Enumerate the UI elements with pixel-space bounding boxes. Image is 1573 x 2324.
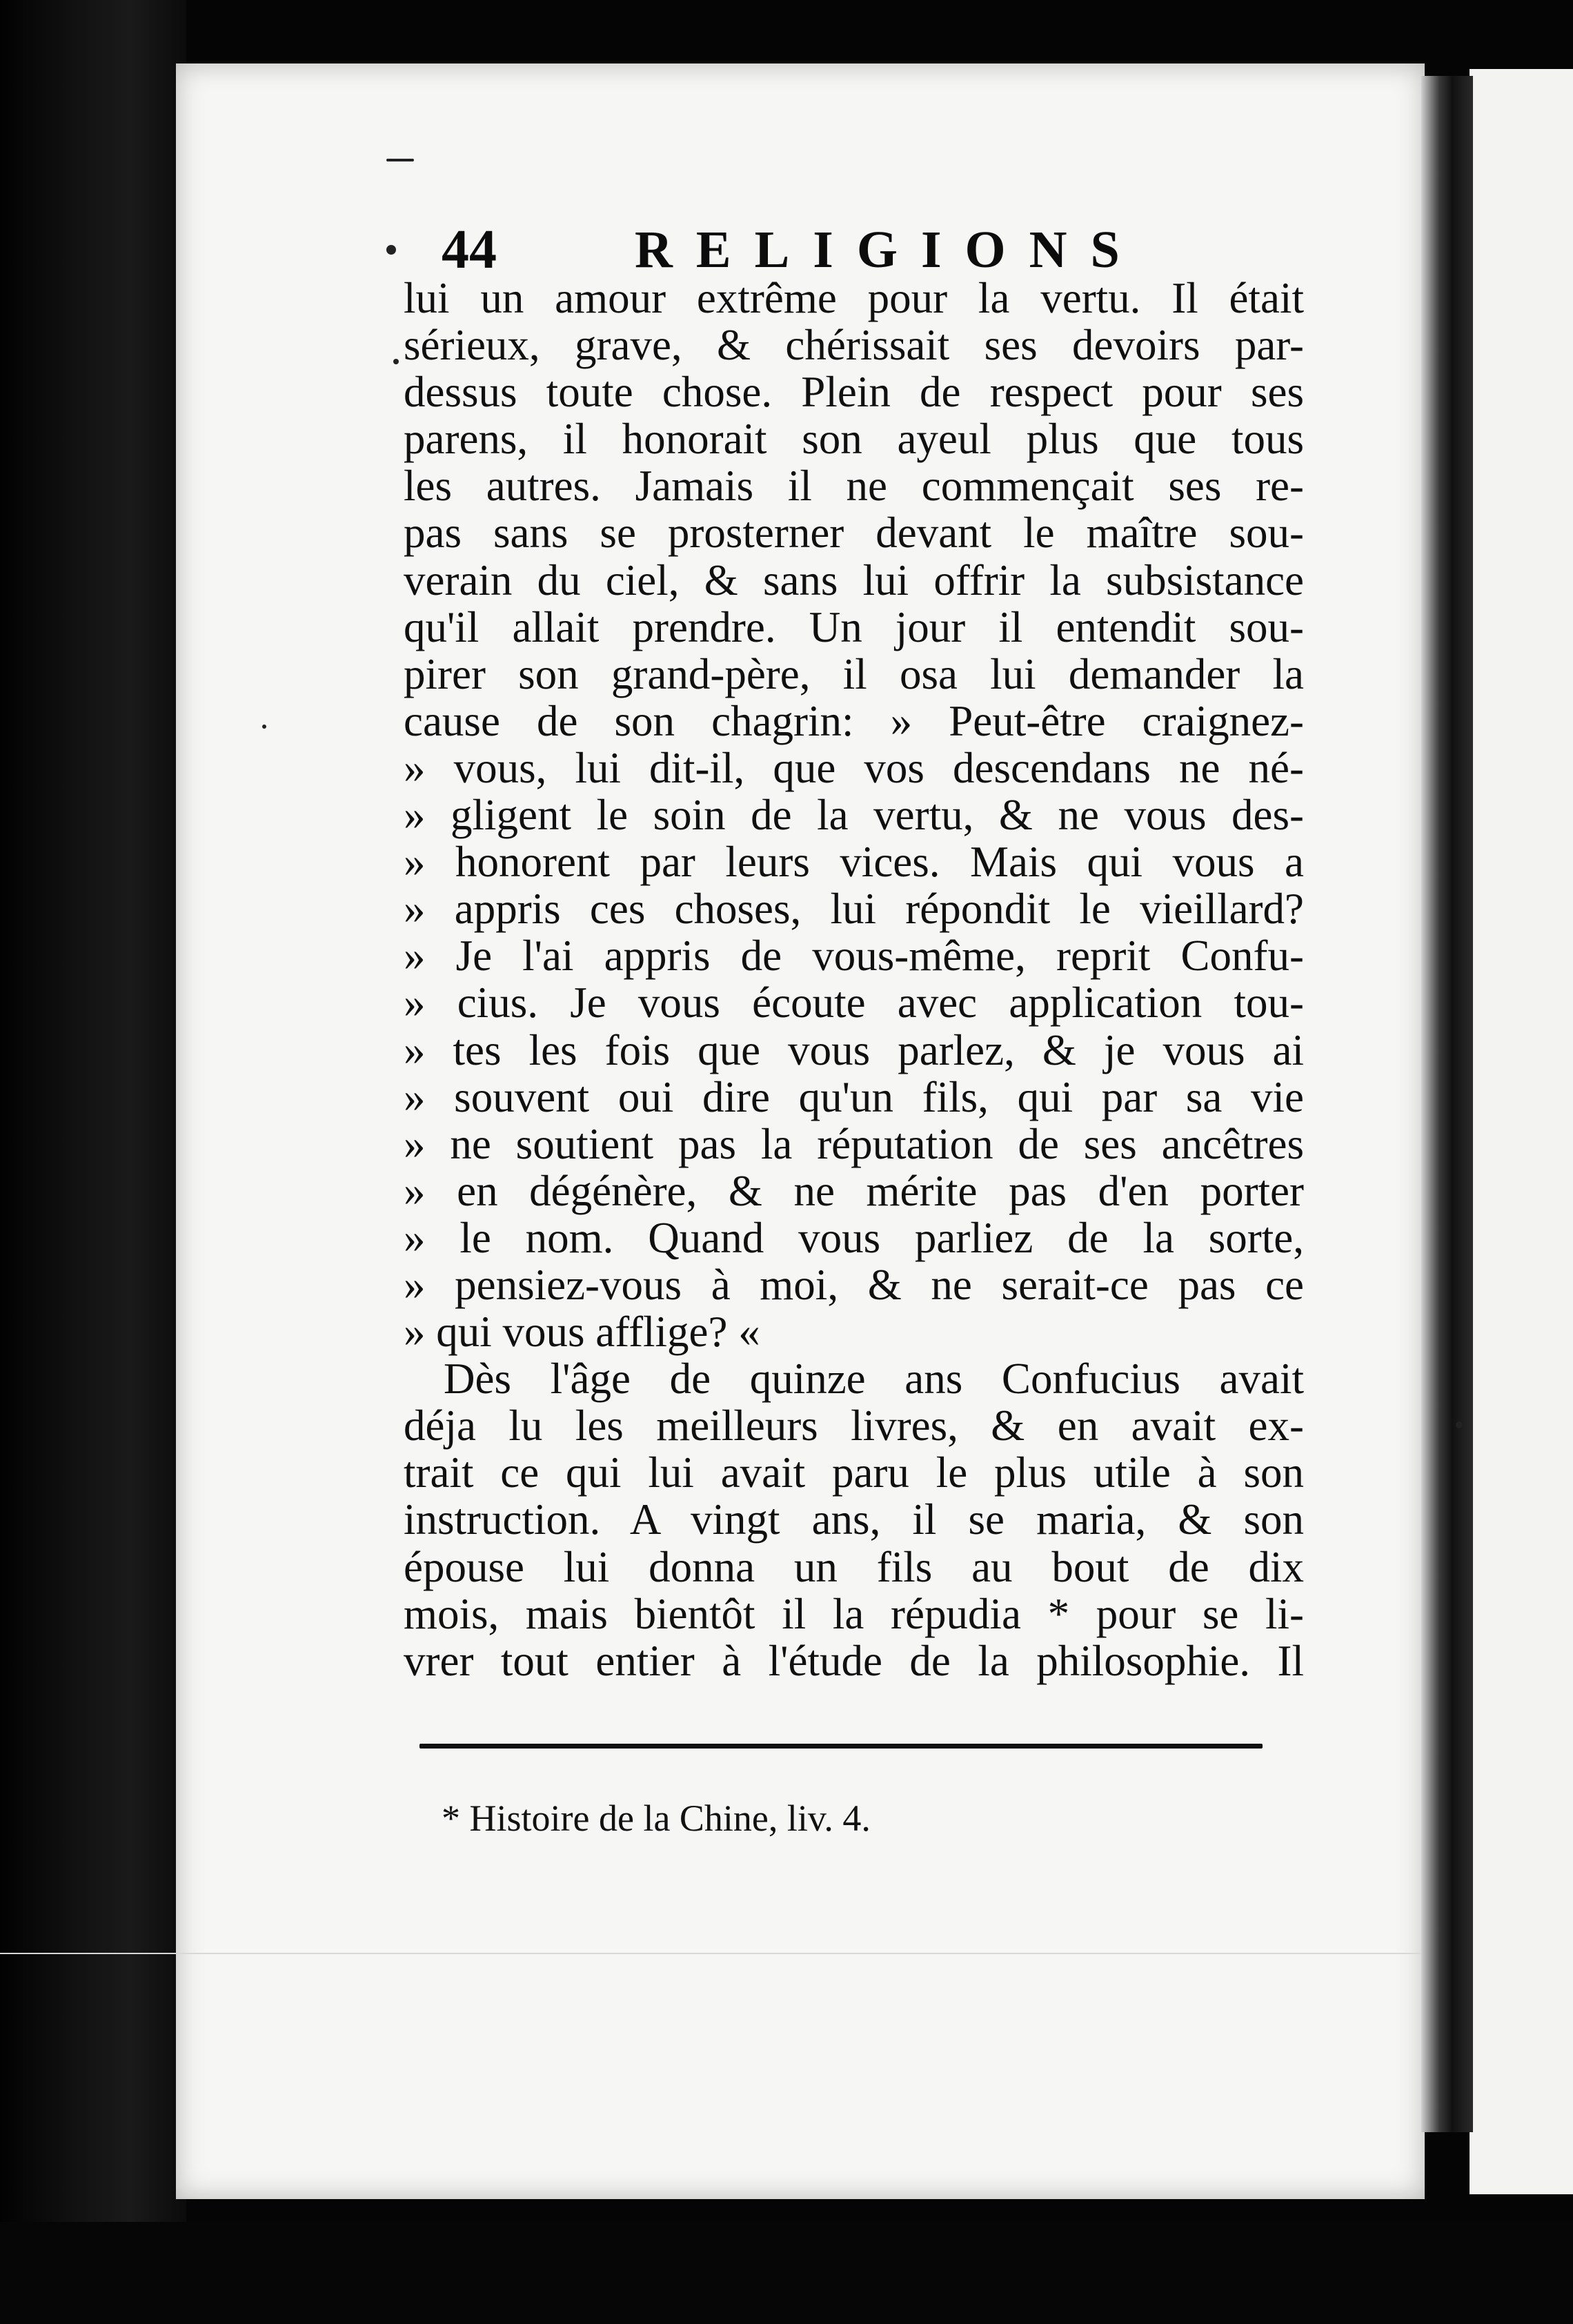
book-binding-shadow — [0, 0, 186, 2324]
page-gutter-shadow — [1421, 76, 1473, 2132]
ink-speck — [386, 245, 396, 255]
text-line: » qui vous afflige? « — [404, 1308, 760, 1357]
text-line: » souvent oui dire qu'un fils, qui par sa vie — [404, 1072, 1304, 1121]
text-line: » tes les fois que vous parlez, & je vous ai — [404, 1025, 1304, 1074]
ink-speck — [262, 725, 266, 729]
text-line: les autres. Jamais il ne commençait ses re- — [404, 462, 1304, 511]
text-line: pas sans se prosterner devant le maître sou- — [404, 509, 1304, 558]
text-line: dessus toute chose. Plein de respect pour ses — [404, 368, 1304, 417]
ink-speck — [393, 359, 399, 364]
text-line: sérieux, grave, & chérissait ses devoirs par- — [404, 321, 1304, 370]
text-line: instruction. A vingt ans, il se maria, & son — [404, 1495, 1304, 1544]
text-line: » vous, lui dit-il, que vos descendans ne né- — [404, 743, 1304, 792]
body-text — [404, 275, 1304, 1684]
text-line: qu'il allait prendre. Un jour il entendit sou- — [404, 602, 1304, 651]
text-line: épouse lui donna un fils au bout de dix — [404, 1542, 1304, 1591]
text-line: lui un amour extrême pour la vertu. Il était — [404, 274, 1304, 322]
text-line: vrer tout entier à l'étude de la philosophie. Il — [404, 1636, 1304, 1685]
running-title: RELIGIONS — [635, 221, 1143, 279]
ink-speck — [1456, 1421, 1463, 1428]
adjacent-page-edge — [1470, 69, 1573, 2194]
footnote: * Histoire de la Chine, liv. 4. — [442, 1798, 871, 1839]
text-line: parens, il honorait son ayeul plus que tous — [404, 415, 1304, 464]
text-line: » honorent par leurs vices. Mais qui vous a — [404, 838, 1304, 887]
text-line: » pensiez-vous à moi, & ne serait-ce pas ce — [404, 1260, 1304, 1309]
text-line: trait ce qui lui avait paru le plus utile à son — [404, 1448, 1304, 1497]
text-line: » appris ces choses, lui répondit le vieillard? — [404, 885, 1304, 934]
text-line: » le nom. Quand vous parliez de la sorte, — [404, 1213, 1304, 1262]
text-line: » ne soutient pas la réputation de ses ancêtres — [404, 1119, 1304, 1168]
footnote-divider — [419, 1744, 1263, 1749]
text-line: verain du ciel, & sans lui offrir la subsistance — [404, 555, 1304, 604]
text-line: » Je l'ai appris de vous-même, reprit Confu- — [404, 932, 1304, 981]
paragraph-start: Dès l'âge de quinze ans Confucius avait — [444, 1355, 1304, 1404]
text-line: pirer son grand-père, il osa lui demander la — [404, 649, 1304, 698]
text-line: cause de son chagrin: » Peut-être craignez- — [404, 696, 1304, 745]
scan-bottom-shadow — [0, 2222, 1573, 2324]
text-line: » gligent le soin de la vertu, & ne vous des- — [404, 791, 1304, 840]
page-number: 44 — [442, 219, 497, 280]
text-line: » en dégénère, & ne mérite pas d'en porter — [404, 1166, 1304, 1215]
text-line: » cius. Je vous écoute avec application tou- — [404, 978, 1304, 1027]
text-line: déja lu les meilleurs livres, & en avait ex- — [404, 1401, 1304, 1450]
ink-speck — [386, 159, 414, 161]
scan-artifact-line — [0, 1953, 1421, 1954]
text-line: mois, mais bientôt il la répudia * pour se li- — [404, 1589, 1304, 1638]
